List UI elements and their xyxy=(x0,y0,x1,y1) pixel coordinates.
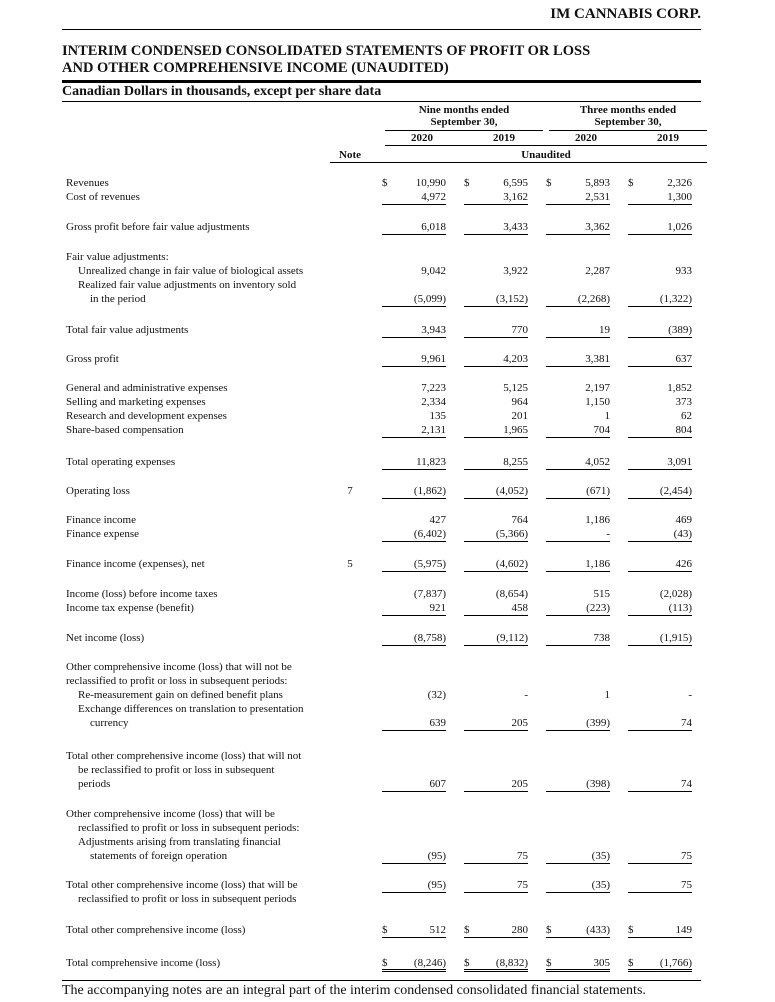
value-text: (5,099) xyxy=(413,293,446,305)
nine-months-header-line2: September 30, xyxy=(430,116,498,128)
row-label-line: Other comprehensive income (loss) that will not be xyxy=(66,661,292,673)
row-label-line: Adjustments arising from translating financial xyxy=(78,836,281,848)
value-text: 75 xyxy=(681,879,692,891)
value-text: 3,922 xyxy=(503,265,528,277)
value-cell xyxy=(628,956,692,972)
row-label xyxy=(66,923,336,937)
currency-symbol: $ xyxy=(546,957,552,969)
row-label-line: Total comprehensive income (loss) xyxy=(66,957,221,969)
value-cell xyxy=(546,220,610,235)
row-label-line: Gross profit xyxy=(66,353,119,365)
year-header-1: 2020 xyxy=(411,132,433,144)
row-label-line: Total other comprehensive income (loss) xyxy=(66,924,246,936)
value-text: 639 xyxy=(429,717,446,729)
row-label xyxy=(66,749,336,791)
value-cell xyxy=(382,557,446,572)
value-text: 10,990 xyxy=(415,177,446,189)
value-text: (1,322) xyxy=(659,293,692,305)
row-label-line: Finance income (expenses), net xyxy=(66,558,205,570)
note-ref: 7 xyxy=(347,485,353,497)
row-label xyxy=(66,956,336,970)
value-text: 135 xyxy=(429,410,446,422)
row-label-line: statements of foreign operation xyxy=(90,850,228,862)
currency-symbol: $ xyxy=(546,924,552,936)
value-text: 3,162 xyxy=(503,191,528,203)
year-header-2: 2019 xyxy=(493,132,515,144)
value-cell xyxy=(546,956,610,972)
value-cell xyxy=(464,352,528,367)
note-header: Note xyxy=(339,149,361,161)
row-label-line: Gross profit before fair value adjustments xyxy=(66,221,250,233)
currency-symbol: $ xyxy=(382,177,388,189)
value-text: 1 xyxy=(604,410,610,422)
row-label-line: reclassified to profit or loss in subsequent periods: xyxy=(66,675,288,687)
value-cell xyxy=(628,878,692,893)
row-label-line: Income tax expense (benefit) xyxy=(66,602,194,614)
value-text: 1,150 xyxy=(585,396,610,408)
value-text: (7,837) xyxy=(413,588,446,600)
value-text: 1 xyxy=(604,689,610,701)
statement-subtitle: Canadian Dollars in thousands, except per share data xyxy=(62,84,382,99)
value-cell xyxy=(382,923,446,938)
row-label xyxy=(66,513,336,541)
row-label-line: Realized fair value adjustments on inventory sold xyxy=(78,279,297,291)
value-text: (6,402) xyxy=(413,528,446,540)
value-cell xyxy=(464,423,528,438)
value-cell xyxy=(628,484,692,499)
row-label-line: Selling and marketing expenses xyxy=(66,396,206,408)
years-underline xyxy=(385,145,707,146)
value-cell xyxy=(628,352,692,367)
row-label-line: Total other comprehensive income (loss) that will not xyxy=(66,750,302,762)
value-cell xyxy=(546,352,610,367)
value-cell xyxy=(464,455,528,470)
value-text: 2,326 xyxy=(667,177,692,189)
value-cell xyxy=(628,323,692,338)
value-text: 205 xyxy=(511,778,528,790)
currency-symbol: $ xyxy=(628,957,634,969)
value-cell xyxy=(546,323,610,338)
row-label xyxy=(66,352,336,366)
value-text: 921 xyxy=(429,602,446,614)
value-cell xyxy=(546,527,610,542)
header-rule xyxy=(62,29,701,30)
row-label-line: Fair value adjustments: xyxy=(66,251,169,263)
value-text: 933 xyxy=(675,265,692,277)
row-label xyxy=(66,455,336,469)
value-cell xyxy=(628,220,692,235)
value-text: 3,433 xyxy=(503,221,528,233)
value-text: 7,223 xyxy=(421,382,446,394)
value-cell xyxy=(464,849,528,864)
value-text: 62 xyxy=(681,410,692,422)
currency-symbol: $ xyxy=(382,957,388,969)
row-label-line: Total fair value adjustments xyxy=(66,324,189,336)
value-text: 3,381 xyxy=(585,353,610,365)
value-text: (32) xyxy=(427,689,446,701)
value-cell xyxy=(546,716,610,731)
currency-symbol: $ xyxy=(628,177,634,189)
value-cell xyxy=(382,956,446,972)
value-cell xyxy=(628,923,692,938)
value-cell xyxy=(628,292,692,307)
value-text: (433) xyxy=(586,924,610,936)
value-text: 426 xyxy=(675,558,692,570)
value-cell xyxy=(546,601,610,616)
value-text: (35) xyxy=(591,850,610,862)
value-text: 6,595 xyxy=(503,177,528,189)
nine-months-underline xyxy=(385,130,543,131)
value-text: 74 xyxy=(681,717,692,729)
row-label-line: Share-based compensation xyxy=(66,424,184,436)
value-cell xyxy=(382,484,446,499)
company-name: IM CANNABIS CORP. xyxy=(550,6,701,22)
value-text: 5,125 xyxy=(503,382,528,394)
row-label-line: in the period xyxy=(90,293,146,305)
value-cell xyxy=(464,716,528,731)
value-cell xyxy=(546,292,610,307)
row-label xyxy=(66,323,336,337)
value-text: 3,362 xyxy=(585,221,610,233)
value-text: 5,893 xyxy=(585,177,610,189)
value-text: (95) xyxy=(427,879,446,891)
value-text: 515 xyxy=(593,588,610,600)
value-text: 19 xyxy=(599,324,610,336)
value-text: (5,366) xyxy=(495,528,528,540)
three-months-header-line2: September 30, xyxy=(594,116,662,128)
value-cell xyxy=(628,527,692,542)
nine-months-header-line1: Nine months ended xyxy=(418,104,510,116)
value-text: 9,961 xyxy=(421,353,446,365)
value-cell xyxy=(382,455,446,470)
value-cell xyxy=(464,323,528,338)
value-text: 373 xyxy=(675,396,692,408)
row-label-line: be reclassified to profit or loss in subsequent xyxy=(78,764,275,776)
value-text: 738 xyxy=(593,632,610,644)
value-text: (8,654) xyxy=(495,588,528,600)
row-label-line: Re-measurement gain on defined benefit plans xyxy=(78,689,283,701)
value-text: 469 xyxy=(675,514,692,526)
value-text: 1,300 xyxy=(667,191,692,203)
row-label-line: Finance expense xyxy=(66,528,139,540)
value-cell xyxy=(382,777,446,792)
value-text: (8,246) xyxy=(413,957,446,969)
value-text: (2,268) xyxy=(577,293,610,305)
value-cell xyxy=(382,601,446,616)
value-text: 1,186 xyxy=(585,514,610,526)
value-text: 305 xyxy=(593,957,610,969)
value-text: 4,203 xyxy=(503,353,528,365)
value-text: (223) xyxy=(586,602,610,614)
value-text: 4,052 xyxy=(585,456,610,468)
value-cell xyxy=(464,527,528,542)
value-cell xyxy=(628,455,692,470)
value-cell xyxy=(546,455,610,470)
title-line-2: AND OTHER COMPREHENSIVE INCOME (UNAUDITED) xyxy=(62,60,449,76)
value-text: (9,112) xyxy=(496,632,528,644)
row-label-line: Research and development expenses xyxy=(66,410,227,422)
value-cell xyxy=(464,878,528,893)
value-cell xyxy=(464,631,528,646)
value-text: (1,862) xyxy=(413,485,446,497)
year-header-3: 2020 xyxy=(575,132,597,144)
value-cell xyxy=(382,323,446,338)
value-cell xyxy=(382,220,446,235)
value-text: 280 xyxy=(511,924,528,936)
value-text: 512 xyxy=(429,924,446,936)
value-text: (5,975) xyxy=(413,558,446,570)
value-cell xyxy=(546,423,610,438)
value-cell xyxy=(382,352,446,367)
value-cell xyxy=(628,601,692,616)
value-text: (35) xyxy=(591,879,610,891)
value-text: 804 xyxy=(675,424,692,436)
value-cell xyxy=(464,557,528,572)
row-label-line: periods xyxy=(78,778,111,790)
value-text: - xyxy=(524,689,528,701)
row-label-line: Total other comprehensive income (loss) that will be xyxy=(66,879,298,891)
value-text: (95) xyxy=(427,850,446,862)
value-text: 1,186 xyxy=(585,558,610,570)
row-label-line: Net income (loss) xyxy=(66,632,145,644)
value-text: (1,915) xyxy=(659,632,692,644)
title-line-1: INTERIM CONDENSED CONSOLIDATED STATEMENTS OF PROFIT OR LOSS xyxy=(62,43,591,59)
value-text: 3,091 xyxy=(667,456,692,468)
value-text: 75 xyxy=(681,850,692,862)
value-cell xyxy=(628,190,692,205)
value-text: 1,965 xyxy=(503,424,528,436)
value-text: 6,018 xyxy=(421,221,446,233)
three-months-header-line1: Three months ended xyxy=(579,104,677,116)
row-label-line: Unrealized change in fair value of biological assets xyxy=(78,265,304,277)
value-cell xyxy=(628,423,692,438)
row-label-line: Finance income xyxy=(66,514,136,526)
value-text: 964 xyxy=(511,396,528,408)
row-label-line: reclassified to profit or loss in subsequent periods xyxy=(78,893,297,905)
value-text: - xyxy=(688,689,692,701)
row-label-line: Income (loss) before income taxes xyxy=(66,588,218,600)
footer-note: The accompanying notes are an integral part of the interim condensed consolidated financial statements. xyxy=(62,980,701,999)
value-text: 205 xyxy=(511,717,528,729)
row-label-line: reclassified to profit or loss in subsequent periods: xyxy=(78,822,300,834)
value-text: (399) xyxy=(586,717,610,729)
three-months-underline xyxy=(549,130,707,131)
value-text: 2,197 xyxy=(585,382,610,394)
subtitle-rule xyxy=(62,101,701,102)
row-label xyxy=(66,807,336,863)
value-text: (3,152) xyxy=(495,293,528,305)
row-label-line: Exchange differences on translation to presentation xyxy=(78,703,304,715)
value-text: (8,832) xyxy=(495,957,528,969)
value-text: 1,852 xyxy=(667,382,692,394)
value-text: 11,823 xyxy=(416,456,446,468)
value-cell xyxy=(628,631,692,646)
value-cell xyxy=(628,557,692,572)
value-text: (43) xyxy=(673,528,692,540)
value-text: 3,943 xyxy=(421,324,446,336)
nine-months-header xyxy=(382,104,546,128)
row-label xyxy=(66,484,336,498)
statement-title xyxy=(62,43,702,77)
value-cell xyxy=(628,777,692,792)
row-label-line: Other comprehensive income (loss) that will be xyxy=(66,808,275,820)
value-cell xyxy=(628,849,692,864)
value-cell xyxy=(382,292,446,307)
row-label xyxy=(66,381,336,437)
currency-symbol: $ xyxy=(382,924,388,936)
value-text: 637 xyxy=(675,353,692,365)
value-text: (398) xyxy=(586,778,610,790)
value-text: 458 xyxy=(511,602,528,614)
value-text: 8,255 xyxy=(503,456,528,468)
currency-symbol: $ xyxy=(464,924,470,936)
value-text: (4,602) xyxy=(495,558,528,570)
year-header-4: 2019 xyxy=(657,132,679,144)
value-cell xyxy=(546,923,610,938)
note-underline xyxy=(330,162,707,163)
value-cell xyxy=(546,849,610,864)
value-cell xyxy=(546,484,610,499)
row-label xyxy=(66,878,336,906)
value-text: 4,972 xyxy=(421,191,446,203)
value-cell xyxy=(382,190,446,205)
value-text: (2,028) xyxy=(659,588,692,600)
value-text: 2,334 xyxy=(421,396,446,408)
currency-symbol: $ xyxy=(628,924,634,936)
value-text: (4,052) xyxy=(495,485,528,497)
value-text: 764 xyxy=(511,514,528,526)
value-text: (671) xyxy=(586,485,610,497)
currency-symbol: $ xyxy=(464,957,470,969)
row-label-line: currency xyxy=(90,717,129,729)
value-cell xyxy=(464,484,528,499)
value-text: 770 xyxy=(511,324,528,336)
value-text: (1,766) xyxy=(659,957,692,969)
value-cell xyxy=(382,423,446,438)
row-label xyxy=(66,631,336,645)
value-cell xyxy=(464,777,528,792)
value-text: (389) xyxy=(668,324,692,336)
value-text: 2,531 xyxy=(585,191,610,203)
value-cell xyxy=(382,849,446,864)
value-cell xyxy=(546,557,610,572)
value-text: (113) xyxy=(668,602,692,614)
value-text: 149 xyxy=(675,924,692,936)
value-cell xyxy=(546,878,610,893)
currency-symbol: $ xyxy=(464,177,470,189)
note-ref: 5 xyxy=(347,558,353,570)
row-label-line: Revenues xyxy=(66,177,109,189)
row-label-line: Total operating expenses xyxy=(66,456,176,468)
unaudited-header: Unaudited xyxy=(521,149,571,161)
value-cell xyxy=(382,631,446,646)
row-label-line: General and administrative expenses xyxy=(66,382,228,394)
value-text: 1,026 xyxy=(667,221,692,233)
value-text: (2,454) xyxy=(659,485,692,497)
row-label xyxy=(66,250,336,306)
value-cell xyxy=(464,220,528,235)
value-cell xyxy=(382,527,446,542)
value-cell xyxy=(464,292,528,307)
value-cell xyxy=(464,956,528,972)
value-text: 75 xyxy=(517,879,528,891)
value-cell xyxy=(464,601,528,616)
value-cell xyxy=(464,923,528,938)
three-months-header xyxy=(546,104,710,128)
row-label xyxy=(66,220,336,234)
value-cell xyxy=(546,631,610,646)
value-text: (8,758) xyxy=(413,632,446,644)
row-label-line: Operating loss xyxy=(66,485,130,497)
value-text: 2,131 xyxy=(421,424,446,436)
value-cell xyxy=(546,777,610,792)
value-text: 74 xyxy=(681,778,692,790)
value-text: 75 xyxy=(517,850,528,862)
value-text: 2,287 xyxy=(585,265,610,277)
row-label xyxy=(66,557,336,571)
currency-symbol: $ xyxy=(546,177,552,189)
value-cell xyxy=(464,190,528,205)
value-text: 9,042 xyxy=(421,265,446,277)
value-text: 704 xyxy=(593,424,610,436)
row-label xyxy=(66,660,336,730)
value-text: 607 xyxy=(429,778,446,790)
title-rule xyxy=(62,80,701,83)
value-cell xyxy=(382,878,446,893)
value-cell xyxy=(382,716,446,731)
value-text: - xyxy=(606,528,610,540)
value-text: 427 xyxy=(429,514,446,526)
value-cell xyxy=(546,190,610,205)
value-text: 201 xyxy=(511,410,528,422)
row-label xyxy=(66,587,336,615)
value-cell xyxy=(628,716,692,731)
row-label-line: Cost of revenues xyxy=(66,191,140,203)
row-label xyxy=(66,176,336,204)
